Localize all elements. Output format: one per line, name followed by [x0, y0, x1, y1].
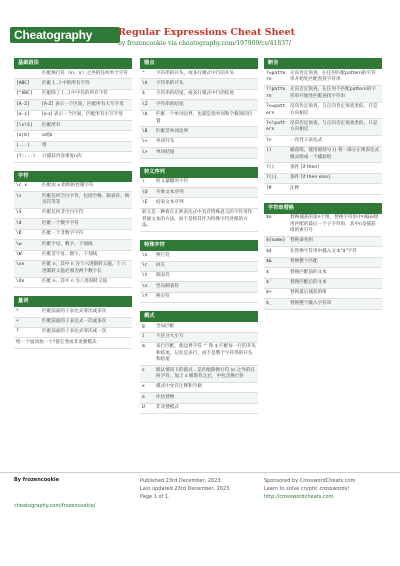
- row-value: 匹配一个单词边界，也就是指单词和空格间的位置: [156, 112, 253, 124]
- table-row: [264, 136, 382, 146]
- table-row: [140, 251, 258, 261]
- table-row: [140, 393, 258, 403]
- table-row: [264, 289, 382, 299]
- row-key: \On: [16, 279, 25, 285]
- section-rows: [14, 307, 132, 338]
- table-row: [140, 383, 258, 393]
- row-value: 组: [42, 143, 47, 149]
- row-key: $_: [266, 300, 272, 306]
- row-value: 竖向制表符: [156, 283, 179, 289]
- section-string-replacement: [264, 203, 382, 310]
- row-key: ?>: [266, 137, 272, 143]
- row-key: [16, 71, 42, 77]
- row-key: $+: [266, 290, 272, 296]
- row-value: 模式中允许注释和空格: [156, 384, 202, 390]
- row-value: 匹配换行符（\n、\r）之外的任何单个字符: [42, 70, 128, 76]
- page-subtitle[interactable]: by frozencookie via cheatography.com/197909/cs/41837/: [118, 40, 291, 47]
- sponsor-line[interactable]: Sponsored by CrosswordCheats.com: [264, 478, 356, 484]
- table-row: [140, 138, 258, 148]
- section-rows: [14, 69, 132, 163]
- row-key: \f: [142, 294, 148, 300]
- row-key: $`: [266, 269, 272, 275]
- row-value: 匹配由 x 指明的控制字符: [42, 183, 94, 189]
- table-row: [140, 127, 258, 137]
- row-value: 匹配一个非数字字符: [42, 231, 84, 237]
- row-value: 匹配前面的子表达式零次或一次: [42, 329, 107, 335]
- row-value: 匹配除了 [...] 中字符的所有字符: [42, 91, 109, 97]
- table-row: [14, 192, 132, 209]
- section-assertions: [264, 58, 382, 195]
- section-characters: [14, 171, 132, 288]
- sponsor-link[interactable]: http://crosswordcheats.com: [264, 494, 334, 500]
- row-key: U: [142, 405, 145, 411]
- table-row: [264, 258, 382, 268]
- row-value: 默认情况下的圆点 . 是匹配除换行符 \n 之外的任何字符，加上 s 修饰符之后，中包含换行符: [156, 367, 256, 380]
- row-key: \D: [16, 231, 22, 237]
- section-header: 断言: [264, 58, 382, 69]
- row-key: $&: [266, 259, 272, 265]
- section-modifiers: [140, 311, 258, 414]
- row-key: [^ABC]: [16, 91, 33, 97]
- row-key: +: [16, 319, 19, 325]
- table-row: [264, 279, 382, 289]
- row-key: ^: [142, 70, 145, 76]
- row-key: [ABC]: [16, 80, 30, 86]
- table-row: [14, 318, 132, 328]
- row-value: 替换捕获的第n个组，替换字符串中n编码组用匹配的最后一个子字符串，其中n是捕获组的索引号: [290, 215, 379, 233]
- row-value: 一次性子表达式: [290, 137, 323, 143]
- row-value: 匹配一个数字字符: [42, 220, 79, 226]
- table-row: [264, 163, 382, 173]
- table-row: [14, 90, 132, 100]
- table-row: [14, 328, 132, 338]
- table-row: [14, 100, 132, 110]
- table-row: [14, 121, 132, 131]
- row-value: 替换整个输入字符串: [290, 300, 332, 306]
- row-value: 匹配 [...] 中的所有字符: [42, 80, 90, 86]
- row-key: $n: [266, 215, 272, 221]
- table-row: [264, 268, 382, 278]
- row-key: ?#: [266, 185, 272, 191]
- column-3: [264, 58, 382, 318]
- table-row: [14, 142, 132, 152]
- table-row: [264, 299, 382, 309]
- table-row: [264, 119, 382, 136]
- section-rows: [264, 214, 382, 310]
- row-key: *: [16, 308, 19, 314]
- table-row: [264, 174, 382, 184]
- row-value: 字符串的结尾: [156, 101, 184, 107]
- table-row: [264, 184, 382, 194]
- section-rows: [140, 251, 258, 303]
- row-key: \>: [142, 149, 148, 155]
- row-value: 换页符: [156, 294, 170, 300]
- row-value: 替换匹配后的文本: [290, 280, 327, 286]
- row-value: 匹配 n，其中 n 为十六进制转义值。十六进制转义值必须为两个数字长: [42, 262, 126, 274]
- row-value: 匹配非字母、数字、下划线: [42, 252, 98, 257]
- section-header: 特殊字符: [140, 240, 258, 251]
- row-key: [A-Z]: [16, 101, 30, 107]
- row-value: 正向肯定预查，在任何匹配pattern的字符串开始处匹配查找字符串: [290, 70, 376, 82]
- row-key: \E: [142, 199, 148, 205]
- table-row: [14, 251, 132, 261]
- row-key: i: [142, 334, 145, 340]
- section-rows: [14, 182, 132, 288]
- row-value: 匹配前面的子表达式零次或多次: [42, 308, 107, 314]
- page-title: Regular Expressions Cheat Sheet: [118, 27, 295, 38]
- row-value: 只捕获内容重复n次: [42, 153, 82, 159]
- author-name[interactable]: By frozencookie: [14, 477, 60, 483]
- table-row: [140, 188, 258, 198]
- row-value: 替换最后捕获的组: [290, 290, 327, 296]
- row-value: 字符串的开头: [156, 80, 184, 86]
- row-value: 注释: [290, 185, 300, 191]
- row-value: 非贪婪模式: [156, 405, 179, 411]
- row-key: [\s\S]: [16, 122, 33, 128]
- row-key: g: [142, 323, 145, 329]
- row-value: 评估替换: [156, 394, 175, 400]
- row-value: 字符串的结尾，或多行模式中行的结尾: [156, 91, 235, 97]
- row-value: 单词开头: [156, 139, 175, 145]
- row-value: 反向肯定预查，与正向肯定预查类似，只是方向相反: [290, 104, 378, 116]
- row-value: 匹配 n，其中 n 为八进制转义值: [42, 279, 108, 285]
- row-value: a或b: [42, 132, 53, 138]
- row-value: 条件 [if then else]: [290, 175, 330, 181]
- row-value: 结束文本序列: [156, 199, 184, 205]
- table-row: [264, 247, 382, 257]
- sponsor-tagline: Learn to solve cryptic crosswords!: [264, 486, 350, 492]
- row-key: (?:...): [16, 153, 36, 159]
- table-row: [14, 261, 132, 278]
- table-row: [140, 366, 258, 383]
- row-value: 匹配非单词边界: [156, 128, 189, 134]
- row-value: 替换命名组: [290, 238, 313, 244]
- table-row: [140, 343, 258, 366]
- updated-date: Last updated 23rd December, 2023.: [140, 486, 231, 492]
- logo-text: Cheatography: [14, 28, 93, 42]
- row-value: 替换匹配前的文本: [290, 269, 327, 275]
- row-key: \W: [16, 252, 22, 257]
- section-header: 字符串替换: [264, 203, 382, 214]
- row-value: 反向否定预查，与正向否定预查类似，只是方向相反: [290, 120, 378, 133]
- section-special-characters: [140, 240, 258, 303]
- row-key: \v: [142, 283, 148, 289]
- row-value: 多行匹配，使边界字符 ^ 和 $ 匹配每一行的开头和结尾，记住是多行，而不是整个字符串的开头和结尾: [156, 344, 256, 363]
- table-row: [140, 100, 258, 110]
- table-row: [140, 282, 258, 292]
- section-rows: [264, 69, 382, 195]
- row-value: 全局匹配: [156, 323, 175, 329]
- row-key: \A: [142, 80, 148, 86]
- table-row: [14, 307, 132, 317]
- row-key: x: [142, 384, 145, 390]
- row-value: 匹配任何非空白字符: [42, 210, 84, 216]
- row-key: (...): [16, 143, 30, 149]
- author-link[interactable]: cheatography.com/frozencookie/: [14, 503, 96, 509]
- table-row: [14, 182, 132, 192]
- table-row: [264, 147, 382, 164]
- row-key: (a|b): [16, 132, 30, 138]
- row-key: ?=pattern: [266, 70, 286, 82]
- table-row: [14, 152, 132, 162]
- table-row: [14, 278, 132, 288]
- row-key: \Q: [142, 189, 148, 195]
- table-row: [140, 272, 258, 282]
- section-header: 转义序列: [140, 167, 258, 178]
- row-key: ?<=pattern: [266, 104, 286, 116]
- section-basic-syntax: [14, 58, 132, 163]
- row-key: \c x: [16, 183, 28, 189]
- row-key: m: [142, 344, 145, 350]
- row-key: ?<!pattern: [266, 120, 286, 133]
- section-rows: [140, 322, 258, 414]
- table-row: [264, 69, 382, 86]
- section-note: 给一个量词加一个?使它变成非贪婪模式: [14, 338, 132, 348]
- table-row: [140, 262, 258, 272]
- page-count: Page 1 of 1.: [140, 494, 170, 500]
- table-row: [140, 69, 258, 79]
- row-key: \: [142, 179, 145, 185]
- row-value: 在替换字符串中插入文本"$"字符: [290, 248, 357, 254]
- section-header: 模式: [140, 311, 258, 322]
- row-value: 替换整个匹配: [290, 259, 318, 265]
- table-row: [140, 322, 258, 332]
- sponsor-info: [264, 477, 355, 501]
- section-header: 字符: [14, 171, 132, 182]
- row-key: \n: [142, 252, 148, 258]
- page-footer: [0, 472, 400, 566]
- section-note: 转义是一种将在正则表达式中具有特殊意义的字符用作普通文本的方法，而不是将其作为特殊字符处理的方法。: [140, 209, 258, 232]
- row-key: ?: [16, 329, 19, 335]
- section-header: 量词: [14, 296, 132, 307]
- published-date: Published 23rd December, 2023.: [140, 478, 223, 484]
- row-key: \s: [16, 193, 22, 199]
- table-row: [14, 131, 132, 141]
- section-rows: [140, 178, 258, 209]
- row-key: $$: [266, 248, 272, 254]
- table-row: [14, 219, 132, 229]
- row-value: [A-Z] 表示一个区间，匹配所有大写字母: [42, 101, 124, 107]
- row-key: \t: [142, 273, 148, 279]
- row-value: 捕获组，使用圆括号 () 将一部分正则表达式模式组成一个捕获组: [290, 148, 380, 160]
- column-2: [140, 58, 258, 422]
- table-row: [14, 79, 132, 89]
- row-value: 开始文本序列: [156, 189, 184, 195]
- row-value: 条件 [if then]: [290, 164, 320, 170]
- row-key: $: [142, 91, 145, 97]
- row-key: ${name}: [266, 238, 286, 244]
- table-row: [14, 111, 132, 121]
- publish-info: [140, 477, 231, 501]
- table-row: [140, 404, 258, 414]
- table-row: [14, 240, 132, 250]
- table-row: [140, 111, 258, 128]
- table-row: [264, 103, 382, 120]
- row-value: 匹配任何空白字符，包括空格、制表符、换页符等等: [42, 193, 130, 205]
- section-quantifiers: [14, 296, 132, 349]
- table-row: [264, 214, 382, 237]
- table-row: [140, 148, 258, 158]
- row-value: 匹配字母、数字、下划线: [42, 241, 93, 247]
- table-row: [140, 293, 258, 303]
- row-key: s: [142, 367, 145, 373]
- row-key: \Z: [142, 101, 148, 107]
- section-rows: [140, 69, 258, 159]
- row-key: ?(): [266, 164, 275, 170]
- section-header: 基础语法: [14, 58, 132, 69]
- page-header: [0, 0, 400, 50]
- table-row: [264, 237, 382, 247]
- row-key: ?!pattern: [266, 87, 286, 99]
- row-key: \xn: [16, 262, 25, 268]
- row-value: 正向否定预查，在任何不匹配pattern的字符串开始处匹配查找字符串: [290, 87, 376, 99]
- table-row: [140, 198, 258, 208]
- section-anchors: [140, 58, 258, 159]
- row-value: 回车: [156, 263, 166, 268]
- table-row: [140, 333, 258, 343]
- table-row: [14, 69, 132, 79]
- author-line: [14, 477, 59, 483]
- row-key: (): [266, 148, 272, 154]
- table-row: [14, 230, 132, 240]
- row-key: ?()|: [266, 175, 278, 181]
- row-value: 换行符: [156, 252, 170, 258]
- row-value: 单词结尾: [156, 149, 175, 155]
- row-key: e: [142, 394, 145, 400]
- row-key: [a-z]: [16, 112, 30, 118]
- table-row: [264, 86, 382, 103]
- row-key: \b: [142, 112, 148, 118]
- row-key: $': [266, 280, 272, 286]
- row-key: \w: [16, 241, 22, 247]
- row-key: \<: [142, 139, 148, 145]
- row-value: 不区分大小写: [156, 334, 184, 340]
- section-escape-sequences: [140, 167, 258, 232]
- column-1: [14, 58, 132, 357]
- row-key: \r: [142, 263, 148, 268]
- table-row: [140, 90, 258, 100]
- row-key: \d: [16, 220, 22, 226]
- row-value: 匹配所有: [42, 122, 61, 128]
- cheatography-logo[interactable]: [10, 27, 120, 43]
- table-row: [140, 79, 258, 89]
- table-row: [14, 209, 132, 219]
- row-key: \B: [142, 128, 148, 134]
- row-value: 字符串的开头，或多行模式中行的开头: [156, 70, 235, 76]
- section-header: 锚点: [140, 58, 258, 69]
- row-key: \S: [16, 210, 22, 216]
- row-value: [a-z] 表示一个区间，匹配所有小写字母: [42, 112, 123, 118]
- row-value: 匹配前面的子表达式一次或多次: [42, 319, 107, 325]
- row-value: 制表符: [156, 273, 170, 279]
- table-row: [140, 178, 258, 188]
- row-value: 转义紧随的字符: [156, 179, 189, 185]
